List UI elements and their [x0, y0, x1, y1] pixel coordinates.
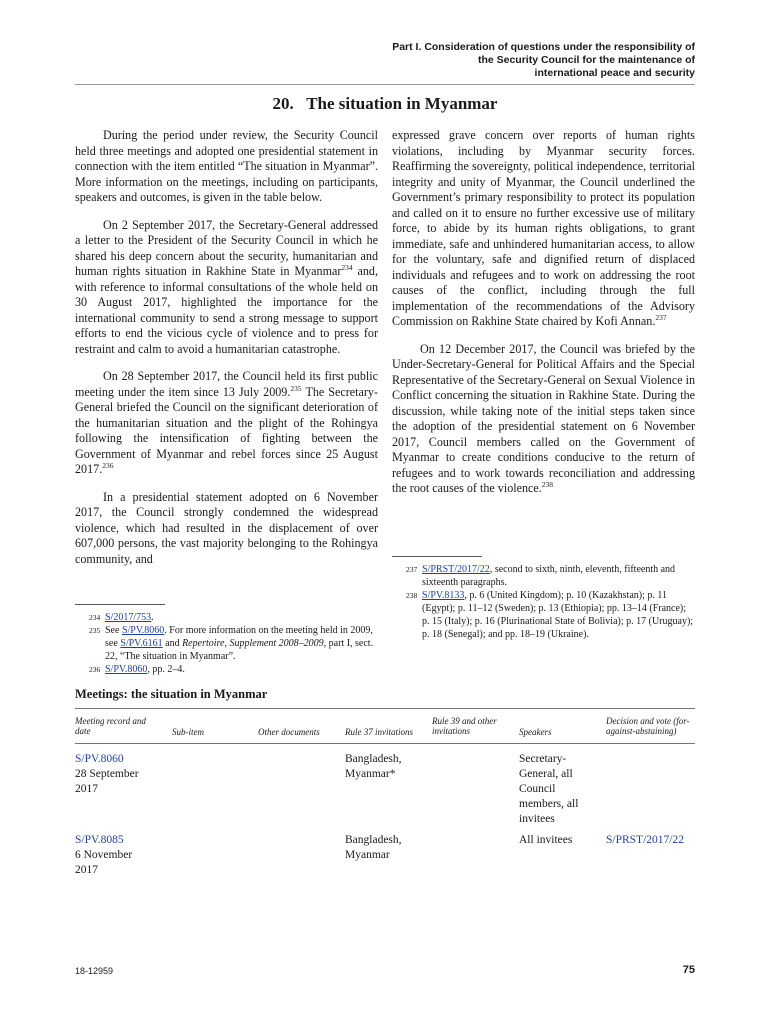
column-header-subitem: Sub-item: [172, 727, 204, 737]
doc-link[interactable]: S/PV.8060: [105, 664, 148, 675]
footnote-236: 236 S/PV.8060, pp. 2–4.: [89, 664, 185, 675]
right-footnotes: [392, 548, 695, 641]
column-header-speakers: Speakers: [519, 727, 552, 737]
footnote-divider: [75, 604, 165, 605]
header-divider: [75, 84, 695, 85]
left-column: [75, 128, 378, 579]
rule37-invitations: Bangladesh, Myanmar*: [345, 753, 402, 780]
paragraph: During the period under review, the Security Council held three meetings and adopted one presidential statement in connection with the item entitled “The situation in Myanmar”. More information on the meetings, including on participants, speakers and outcomes, is given in the table below.: [75, 128, 378, 204]
table-row: [75, 752, 165, 797]
doc-link[interactable]: S/PV.8133: [422, 590, 465, 601]
footnote-237: 237 S/PRST/2017/22, second to sixth, ninth, eleventh, fifteenth and sixteenth paragraphs.: [406, 564, 676, 588]
paragraph: expressed grave concern over reports of human rights violations, including by Myanmar security forces. Reaffirming the sovereignty, political independence, territorial integrity and unity of Myanmar, the Council underlined the Government’s primary responsibility to protect its population and called on it to ensure no further excessive use of military force, to abide by its human rights obligations, to grant immediate, safe and unhindered humanitarian access, to allow for the voluntary, safe and dignified return of displaced individuals and refugees and to work on addressing the root causes of the conflict, including through the full implementation of the recommendations of the Advisory Commission on Rakhine State chaired by Kofi Annan.$^{237}$: [392, 128, 695, 328]
table-top-divider: [75, 708, 695, 709]
table-header-divider: [75, 743, 695, 744]
page-number: 75: [682, 964, 695, 976]
column-header-rule39: Rule 39 and other invitations: [432, 716, 497, 736]
doc-link[interactable]: S/PV.8060: [121, 625, 165, 636]
right-column: [392, 128, 695, 509]
rule37-invitations: Bangladesh, Myanmar: [345, 834, 402, 861]
footnote-234: 234 S/2017/753.: [89, 612, 154, 623]
doc-link[interactable]: S/PRST/2017/22: [422, 564, 490, 575]
column-header-decision: Decision and vote (for-against-abstaining): [606, 716, 690, 736]
doc-link[interactable]: S/PV.6161: [120, 638, 163, 649]
column-header-rule37: Rule 37 invitations: [345, 727, 413, 737]
paragraph: On 12 December 2017, the Council was briefed by the Under-Secretary-General for Political Affairs and the Special Representative of the Secretary-General on Sexual Violence in Conflict concerning the situation in Rakhine State. During the discussion, while taking note of the initial steps taken since the adoption of the presidential statement on 6 November 2017, Council members called on the Government of Myanmar to create conditions conducive to the return of refugees and to work towards reconciliation and addressing the root causes of the violence.$^{238}$: [392, 341, 695, 495]
paragraph: On 28 September 2017, the Council held its first public meeting under the item since 13 July 2009.$^{235}$ The Secretary-General briefed the Council on the significant deterioration of the humanitarian situation and the plight of the Rohingya following the intensification of fighting between the Government of Myanmar and rebel forces since 25 August 2017.$^{236}$: [75, 369, 378, 476]
section-title: 20. The situation in Myanmar: [272, 94, 498, 113]
meeting-record-link[interactable]: S/PV.8085: [75, 834, 124, 846]
meeting-date: 28 September 2017: [75, 768, 139, 795]
meeting-date: 6 November 2017: [75, 849, 133, 876]
speakers: All invitees: [519, 834, 573, 846]
paragraph: On 2 September 2017, the Secretary-General addressed a letter to the President of the Security Council in which he shared his deep concern about the security, humanitarian and human rights situation in Rakhine State in Myanmar$^{234}$ and, with reference to informal consultations of the whole held on 30 August 2017, highlighted the importance for the international community to send a strong message to support efforts to end the vicious cycle of violence and to press for restraint and calm to avoid a humanitarian catastrophe.: [75, 217, 378, 356]
footnote-ref[interactable]: 235: [290, 383, 302, 393]
footnote-238: 238 S/PV.8133, p. 6 (United Kingdom); p. 10 (Kazakhstan); p. 11 (Egypt); p. 11–12 (Sweden); p. 13 (Ethiopia); pp. 13–14 (France); p. 15 (Italy); p. 16 (Plurinational State of Bolivia); p. 17 (Uruguay); p. 18 (Senegal); and pp. 18–19 (Ukraine).: [406, 590, 694, 640]
meeting-record-link[interactable]: S/PV.8060: [75, 753, 124, 765]
header-line-3: international peace and security: [534, 67, 695, 79]
decision-link[interactable]: S/PRST/2017/22: [606, 834, 684, 846]
table-row: [75, 833, 165, 878]
table-title: Meetings: the situation in Myanmar: [75, 687, 268, 701]
header-line-2: the Security Council for the maintenance of: [477, 54, 695, 66]
footnote-235: 235 See S/PV.8060. For more information on the meeting held in 2009, see S/PV.6161 and Repertoire, Supplement 2008–2009, part I, sect. 22, “The situation in Myanmar”.: [89, 625, 374, 662]
running-header: [295, 41, 695, 80]
paragraph: In a presidential statement adopted on 6 November 2017, the Council strongly condemned the widespread violence, which had resulted in the displacement of over 607,000 persons, the vast majority belonging to the Rohingya community, and: [75, 489, 378, 566]
column-header-other-docs: Other documents: [258, 727, 320, 737]
document-number: 18-12959: [75, 966, 114, 976]
header-line-1: Part I. Consideration of questions under the responsibility of: [392, 41, 695, 53]
speakers: Secretary-General, all Council members, all invitees: [519, 753, 579, 825]
footnote-ref[interactable]: 238: [541, 479, 554, 489]
footnote-ref[interactable]: 236: [102, 460, 114, 470]
doc-link[interactable]: S/2017/753: [105, 612, 152, 623]
footnote-ref[interactable]: 237: [655, 312, 667, 322]
column-header-meeting: Meeting record and date: [75, 716, 146, 736]
left-footnotes: [75, 596, 378, 676]
footnote-divider: [392, 556, 482, 557]
footnote-ref[interactable]: 234: [341, 262, 353, 272]
